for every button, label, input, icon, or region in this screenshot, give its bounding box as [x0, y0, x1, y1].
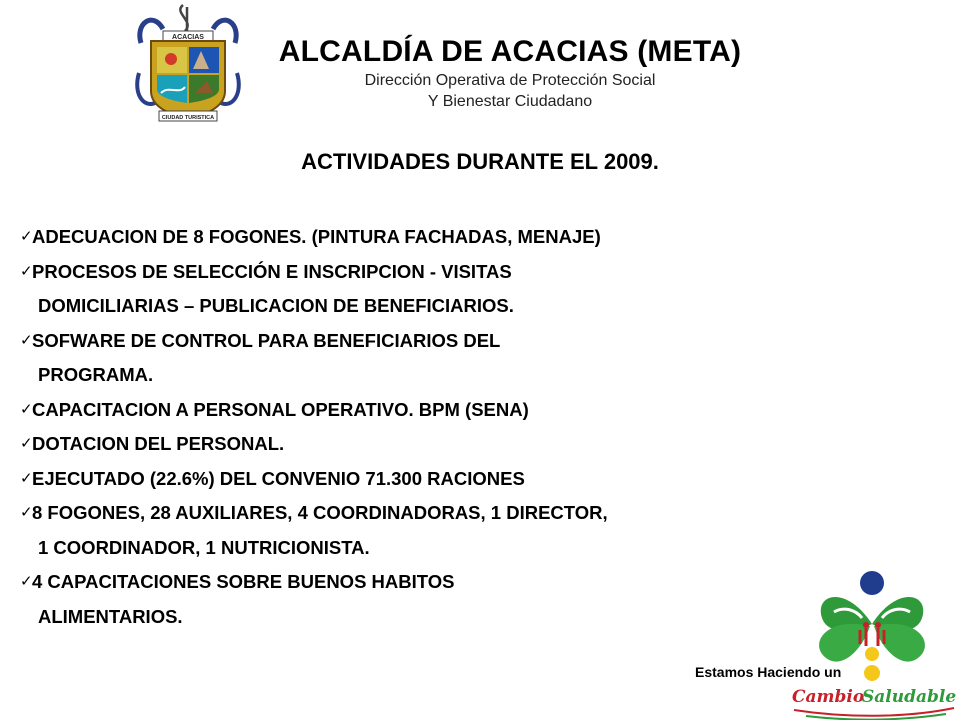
crest-ribbon-text: CIUDAD TURISTICA	[161, 115, 215, 121]
list-item	[20, 393, 820, 428]
list-item-text: 4 CAPACITACIONES SOBRE BUENOS HABITOS	[32, 571, 455, 592]
brand-word-saludable: Saludable	[862, 687, 957, 707]
list-item-continuation: DOMICILIARIAS – PUBLICACION DE BENEFICIARIOS.	[38, 295, 514, 316]
list-item	[20, 462, 820, 497]
crest-banner-text: ACACIAS	[172, 34, 204, 41]
list-item	[20, 565, 820, 634]
list-item-text: SOFWARE DE CONTROL PARA BENEFICIARIOS DEL	[32, 329, 501, 351]
list-item-text: CAPACITACION A PERSONAL OPERATIVO. BPM (SENA)	[32, 398, 529, 420]
footer-slogan: Estamos Haciendo un	[695, 664, 842, 680]
checkmark-icon: ✓	[20, 504, 33, 521]
list-item	[20, 427, 820, 462]
checkmark-icon: ✓	[20, 228, 33, 245]
page-title: ALCALDÍA DE ACACIAS (META)	[278, 35, 742, 68]
list-item-continuation: ALIMENTARIOS.	[38, 605, 183, 627]
list-item-text: PROCESOS DE SELECCIÓN E INSCRIPCION - VISITAS	[32, 260, 512, 282]
checkmark-icon: ✓	[20, 262, 33, 280]
brand-word-cambio: Cambio	[792, 687, 865, 707]
cambio-saludable-logo	[786, 566, 958, 720]
list-item	[20, 255, 820, 324]
checkmark-icon: ✓	[20, 469, 33, 487]
list-item-text: 8 FOGONES, 28 AUXILIARES, 4 COORDINADORAS, 1 DIRECTOR,	[32, 502, 608, 523]
checkmark-icon: ✓	[20, 400, 33, 418]
list-item-text: DOTACION DEL PERSONAL.	[32, 433, 285, 454]
page-header	[250, 34, 770, 112]
checkmark-icon: ✓	[20, 435, 33, 452]
acacias-crest-logo	[133, 3, 243, 125]
list-item-continuation: PROGRAMA.	[38, 364, 154, 385]
section-title: ACTIVIDADES DURANTE EL 2009.	[301, 149, 659, 174]
list-item-text: EJECUTADO (22.6%) DEL CONVENIO 71.300 RACIONES	[32, 467, 525, 489]
list-item	[20, 220, 820, 255]
activities-list	[20, 220, 820, 634]
subtitle-line-2: Y Bienestar Ciudadano	[427, 93, 593, 110]
list-item-continuation: 1 COORDINADOR, 1 NUTRICIONISTA.	[38, 536, 370, 558]
checkmark-icon: ✓	[20, 331, 33, 349]
checkmark-icon: ✓	[20, 573, 33, 590]
list-item	[20, 496, 820, 565]
list-item	[20, 324, 820, 393]
subtitle-line-1: Dirección Operativa de Protección Social	[364, 72, 656, 89]
list-item-text: ADECUACION DE 8 FOGONES. (PINTURA FACHADAS, MENAJE)	[32, 226, 601, 247]
